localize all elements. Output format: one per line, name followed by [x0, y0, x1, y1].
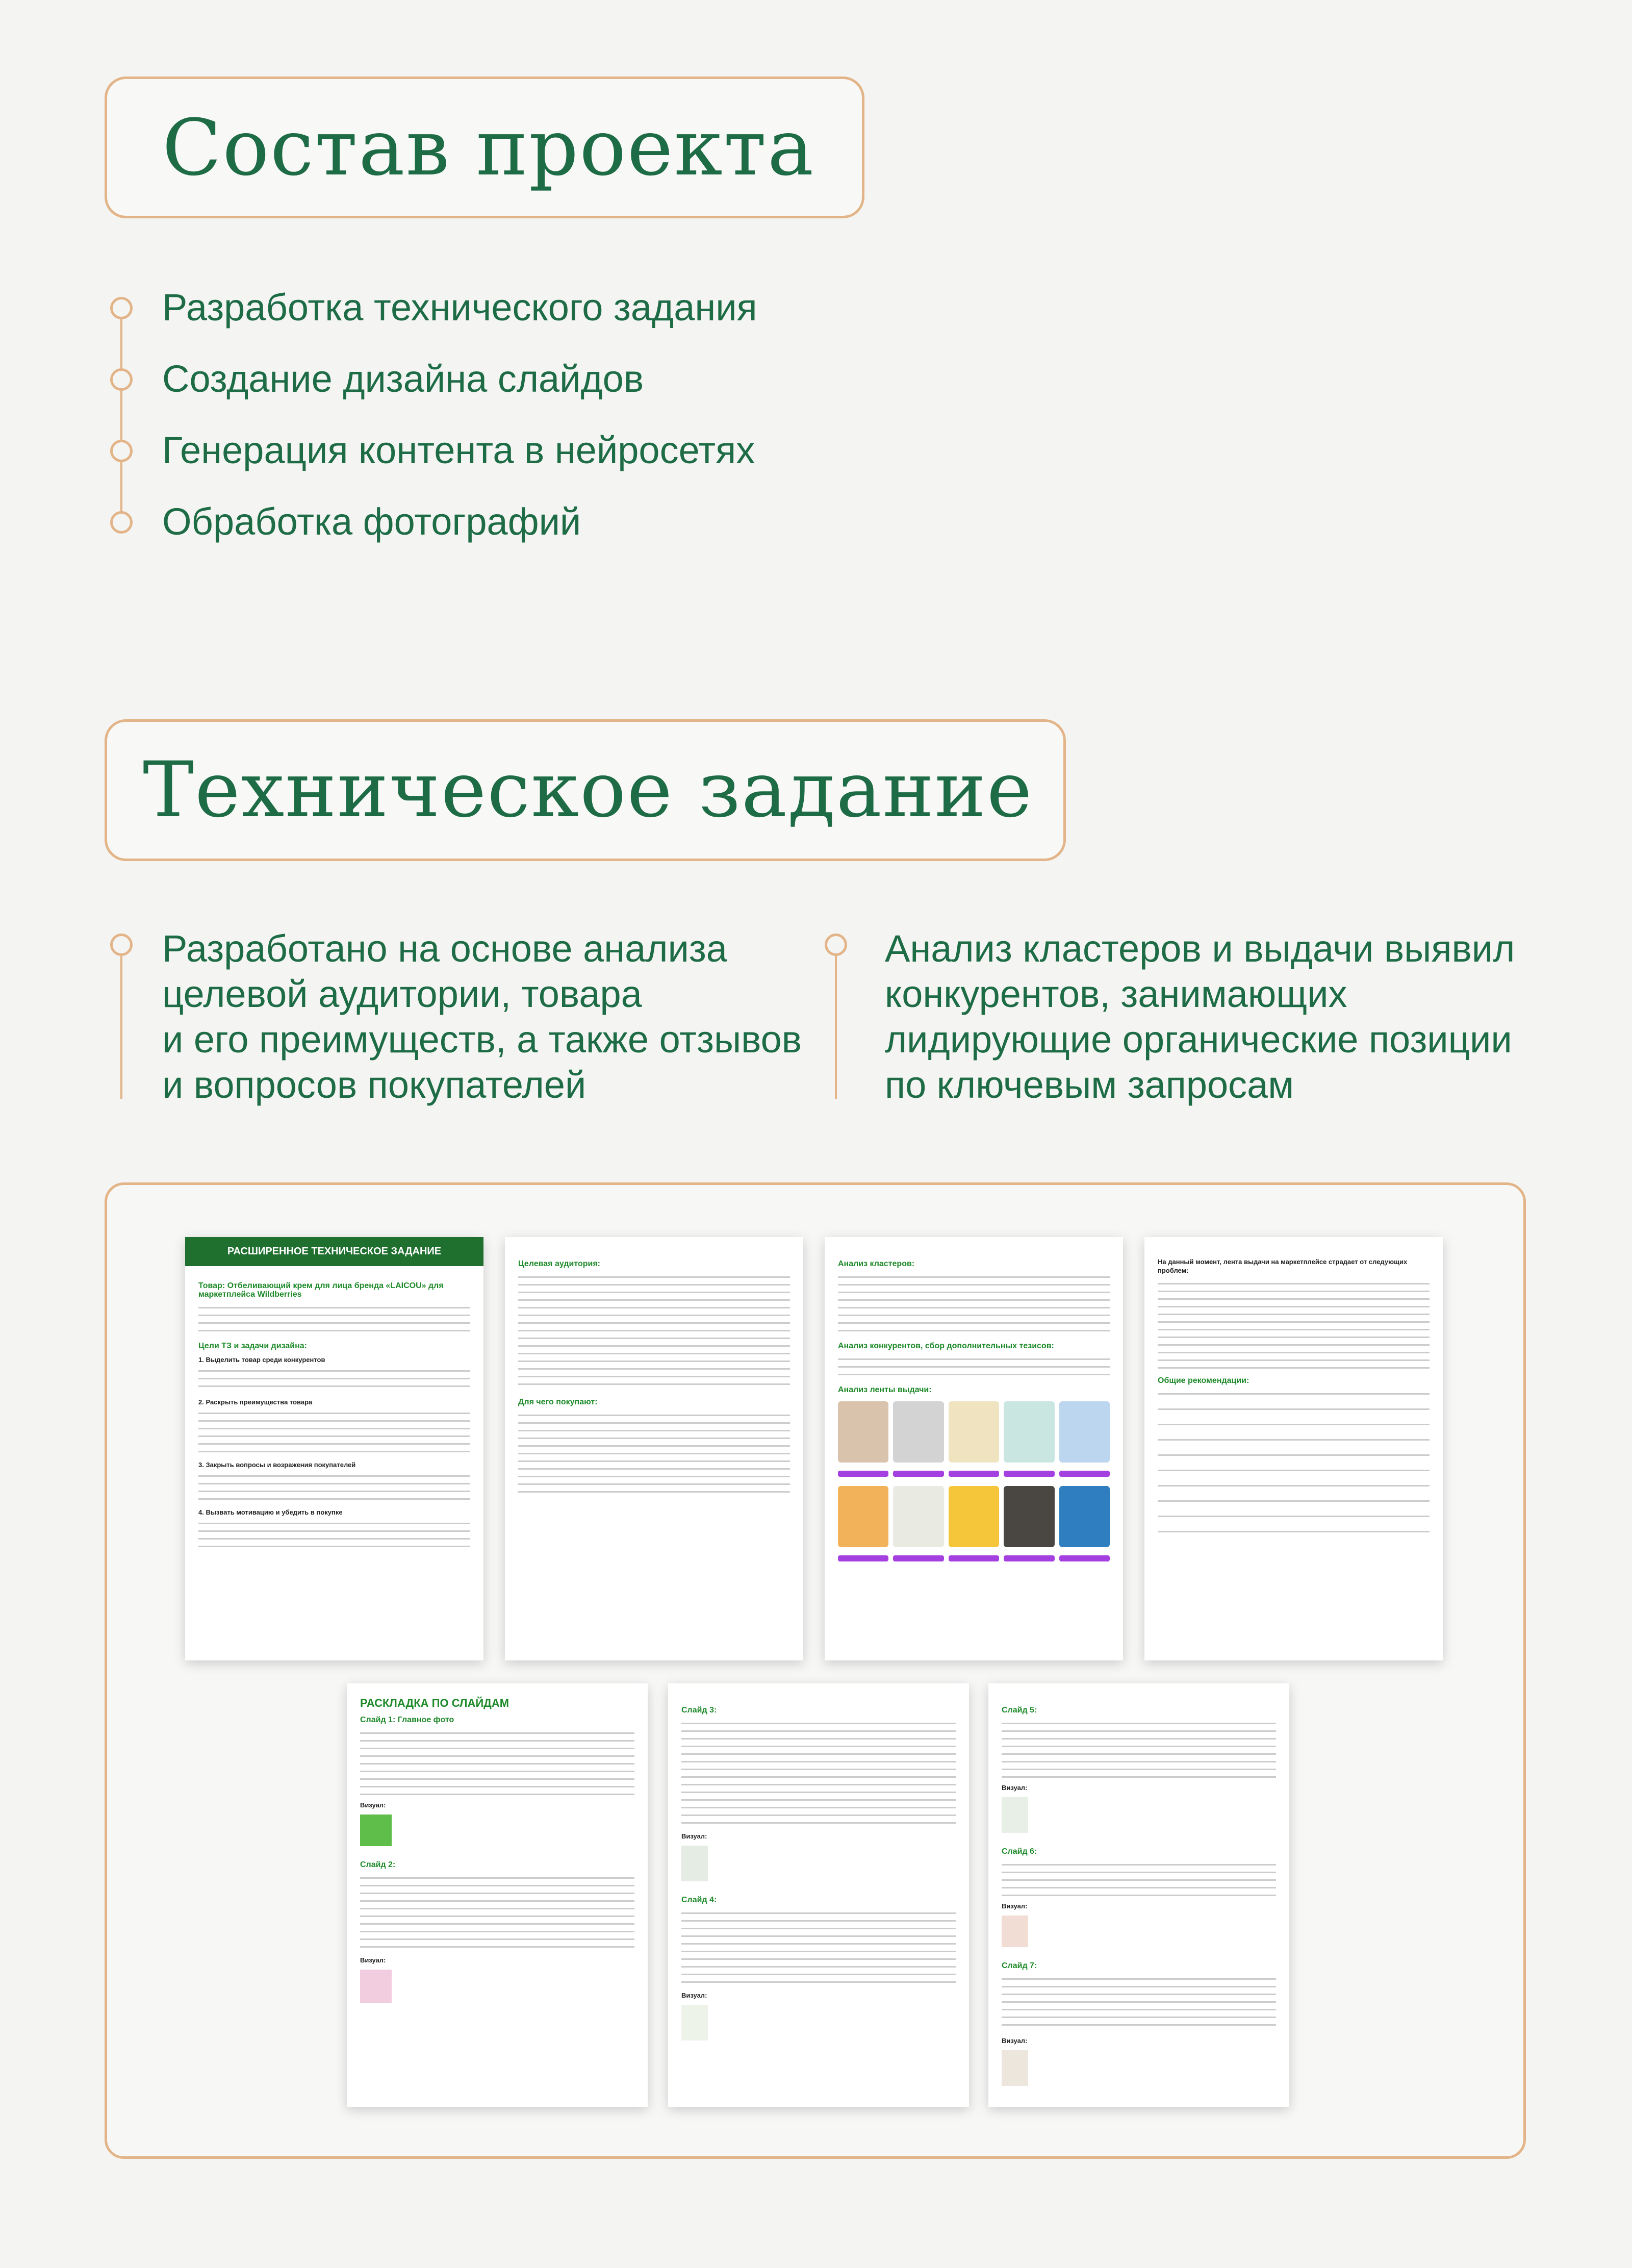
slide-thumbnail — [1002, 2050, 1028, 2086]
title-box-spec — [105, 719, 1066, 861]
product-card — [1059, 1401, 1110, 1463]
doc-subheading: На данный момент, лента выдачи на маркетплейсе страдает от следующих проблем: — [1158, 1258, 1408, 1274]
doc-goal: 4. Вызвать мотивацию и убедить в покупке — [198, 1508, 343, 1516]
doc-label: Визуал: — [681, 1992, 707, 1999]
product-card — [949, 1486, 999, 1547]
doc-label: Визуал: — [681, 1832, 707, 1840]
product-card — [893, 1486, 944, 1547]
doc-line — [1158, 1390, 1430, 1543]
section-title: Состав проекта — [162, 102, 815, 193]
paragraph-line: Анализ кластеров и выдачи выявил — [885, 927, 1515, 970]
timeline-dot — [110, 368, 133, 391]
doc-line — [1002, 1975, 1276, 2031]
timeline-line — [835, 956, 837, 1099]
timeline-line — [120, 316, 122, 525]
doc-line — [1002, 1861, 1276, 1897]
doc-subheading: Цели ТЗ и задачи дизайна: — [198, 1342, 307, 1350]
doc-page-1 — [185, 1237, 483, 1660]
doc-product: Товар: Отбеливающий крем для лица бренда «LAICOU» для маркетплейса Wildberries — [198, 1281, 444, 1299]
product-card — [893, 1401, 944, 1463]
paragraph-line: лидирующие органические позиции — [885, 1018, 1512, 1061]
doc-line — [1158, 1280, 1430, 1369]
timeline-dot — [825, 934, 847, 956]
doc-label: Визуал: — [1002, 1784, 1028, 1792]
doc-label: Визуал: — [1002, 1902, 1028, 1910]
doc-page-5 — [347, 1683, 648, 2107]
timeline-dot — [110, 440, 133, 462]
paragraph-right — [885, 926, 1515, 1107]
doc-line — [681, 1909, 956, 1986]
doc-subheading: Слайд 7: — [1002, 1961, 1037, 1970]
slide-thumbnail — [360, 1815, 392, 1846]
paragraph-line: Разработано на основе анализа — [162, 927, 727, 970]
doc-subheading: Слайд 5: — [1002, 1706, 1037, 1715]
doc-page-2 — [505, 1237, 803, 1660]
section-title: Техническое задание — [143, 746, 1033, 835]
timeline-dot — [110, 511, 133, 534]
doc-goal: 2. Раскрыть преимущества товара — [198, 1398, 313, 1406]
title-box-composition — [105, 77, 864, 218]
product-card — [1004, 1401, 1054, 1463]
doc-header: РАСШИРЕННОЕ ТЕХНИЧЕСКОЕ ЗАДАНИЕ — [185, 1237, 483, 1266]
slide-thumbnail — [360, 1970, 392, 2003]
timeline-dot — [110, 934, 133, 956]
list-item: Разработка технического задания — [162, 286, 757, 329]
doc-line — [198, 1472, 470, 1503]
doc-subheading: Для чего покупают: — [518, 1398, 598, 1406]
slide-thumbnail — [1002, 1916, 1028, 1947]
list-item: Генерация контента в нейросетях — [162, 429, 755, 471]
product-feed-grid — [838, 1486, 1110, 1547]
product-card — [838, 1486, 888, 1547]
doc-subheading: Анализ конкурентов, сбор дополнительных тезисов: — [838, 1342, 1054, 1350]
doc-line — [518, 1412, 790, 1498]
doc-line — [1002, 1720, 1276, 1778]
doc-line — [838, 1273, 1110, 1334]
doc-line — [360, 1874, 634, 1951]
doc-line — [198, 1409, 470, 1455]
doc-page-3 — [825, 1237, 1123, 1660]
doc-subheading: Целевая аудитория: — [518, 1259, 600, 1268]
product-card — [1004, 1486, 1054, 1547]
doc-line — [518, 1273, 790, 1391]
slide-thumbnail — [681, 2005, 708, 2040]
paragraph-line: целевой аудитории, товара — [162, 973, 642, 1015]
list-item: Создание дизайна слайдов — [162, 358, 644, 400]
doc-subheading: Слайд 6: — [1002, 1847, 1037, 1856]
doc-line — [198, 1367, 470, 1393]
doc-title: РАСКЛАДКА ПО СЛАЙДАМ — [360, 1697, 509, 1709]
doc-page-7 — [988, 1683, 1289, 2107]
doc-page-6 — [668, 1683, 969, 2107]
doc-line — [838, 1355, 1110, 1378]
doc-subheading: Общие рекомендации: — [1158, 1376, 1250, 1385]
doc-subheading: Слайд 2: — [360, 1860, 396, 1869]
doc-line — [198, 1304, 470, 1334]
paragraph-left — [162, 926, 802, 1107]
slide-thumbnail — [1002, 1797, 1028, 1833]
doc-subheading: Слайд 4: — [681, 1896, 717, 1904]
doc-subheading: Слайд 3: — [681, 1706, 717, 1715]
product-feed-grid — [838, 1401, 1110, 1463]
list-item: Обработка фотографий — [162, 500, 581, 543]
doc-goal: 1. Выделить товар среди конкурентов — [198, 1356, 325, 1364]
doc-label: Визуал: — [360, 1801, 386, 1809]
doc-label: Визуал: — [1002, 2037, 1028, 2045]
timeline-line — [120, 956, 122, 1099]
doc-label: Визуал: — [360, 1956, 386, 1964]
paragraph-line: конкурентов, занимающих — [885, 973, 1347, 1015]
timeline-dot — [110, 297, 133, 319]
doc-line — [198, 1520, 470, 1550]
doc-line — [360, 1729, 634, 1796]
paragraph-line: по ключевым запросам — [885, 1064, 1294, 1106]
paragraph-line: и вопросов покупателей — [162, 1064, 586, 1106]
product-card — [838, 1401, 888, 1463]
doc-goal: 3. Закрыть вопросы и возражения покупателей — [198, 1461, 356, 1469]
doc-line — [681, 1720, 956, 1827]
slide-thumbnail — [681, 1846, 708, 1881]
paragraph-line: и его преимуществ, а также отзывов — [162, 1018, 802, 1061]
doc-subheading: Анализ ленты выдачи: — [838, 1385, 932, 1394]
doc-subheading: Слайд 1: Главное фото — [360, 1716, 454, 1724]
product-card — [949, 1401, 999, 1463]
doc-subheading: Анализ кластеров: — [838, 1259, 915, 1268]
product-card — [1059, 1486, 1110, 1547]
doc-page-4 — [1144, 1237, 1443, 1660]
